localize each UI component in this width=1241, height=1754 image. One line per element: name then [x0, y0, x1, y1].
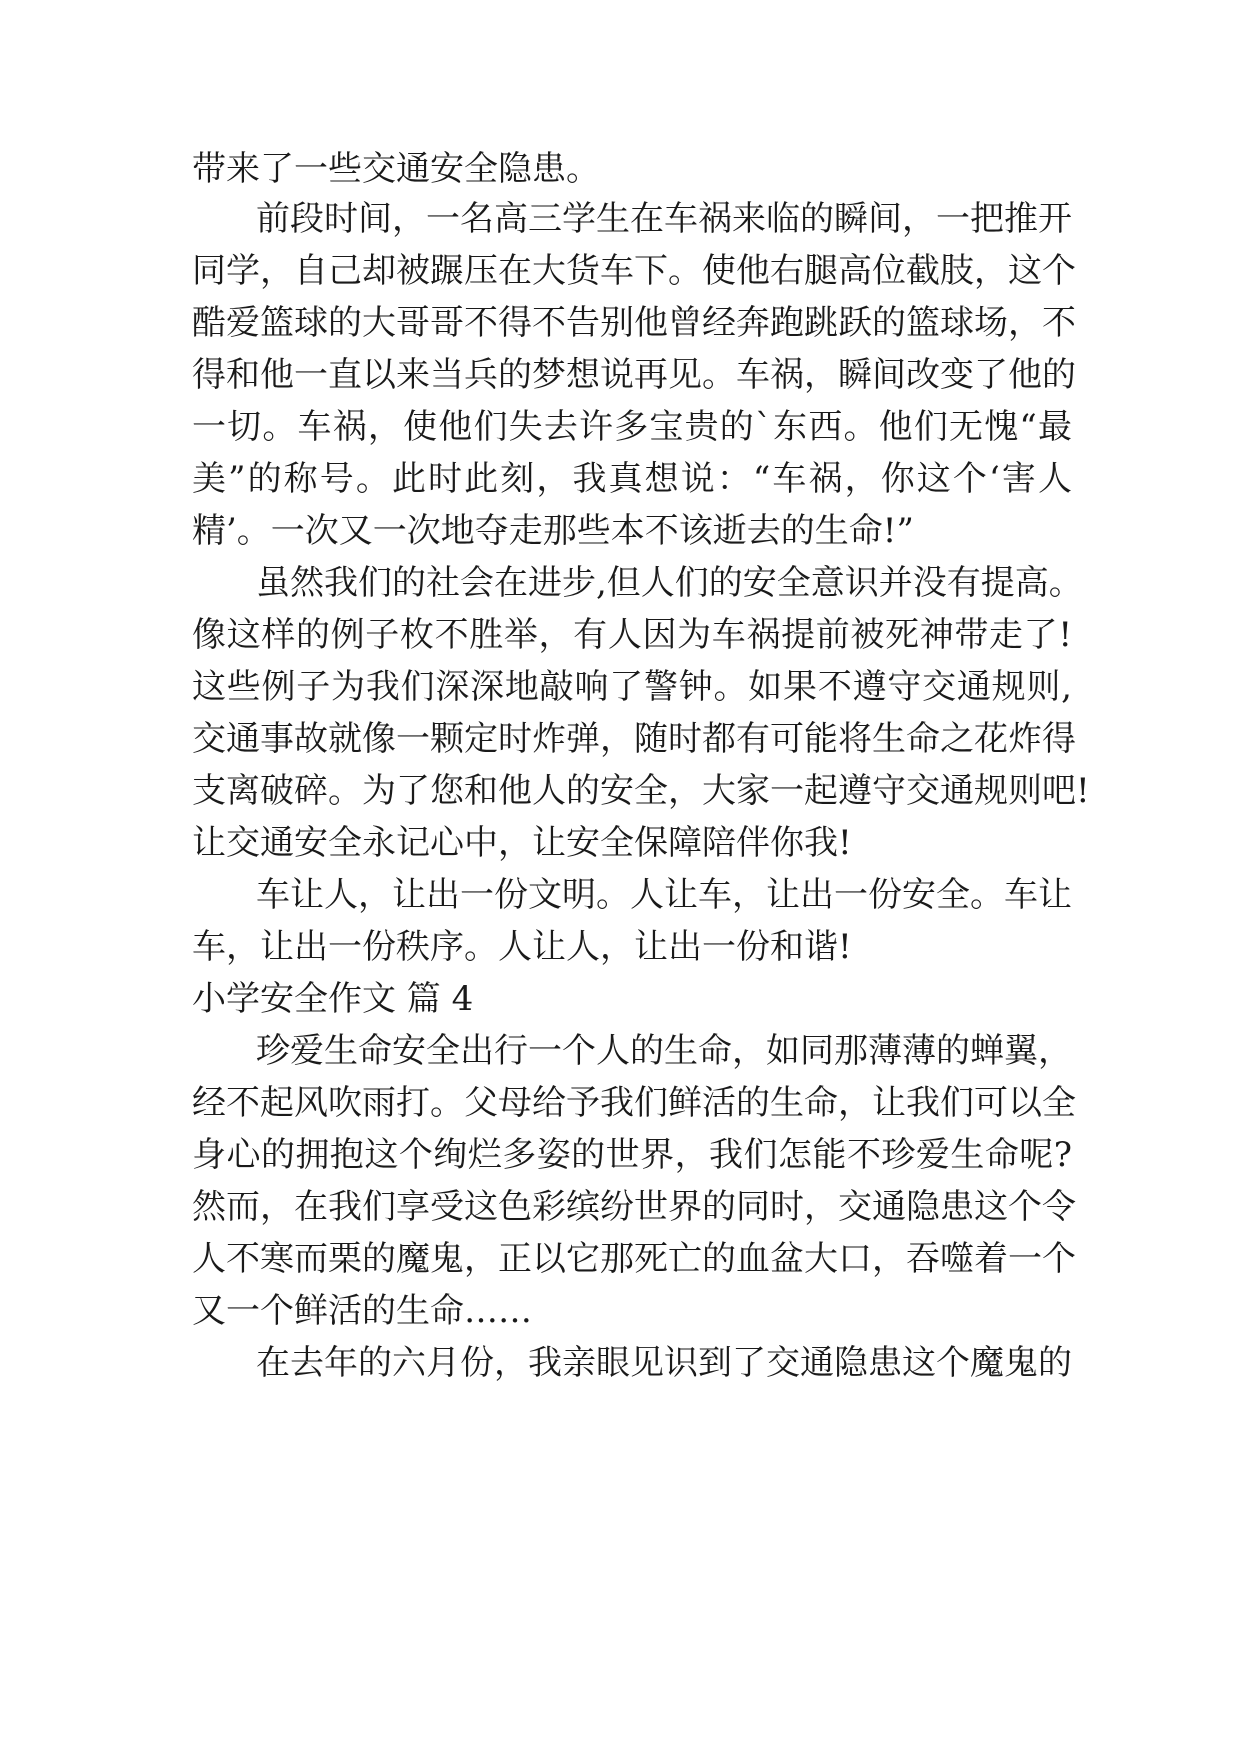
text-line: 像这样的例子枚不胜举，有人因为车祸提前被死神带走了!	[192, 615, 1072, 655]
text-line: 支离破碎。为了您和他人的安全，大家一起遵守交通规则吧!	[192, 771, 1090, 811]
paragraph-first-line: 车让人，让出一份文明。人让车，让出一份安全。车让	[256, 875, 1072, 915]
paragraph-first-line: 前段时间，一名高三学生在车祸来临的瞬间，一把推开	[256, 199, 1072, 239]
paragraph-first-line: 虽然我们的社会在进步,但人们的安全意识并没有提高。	[256, 563, 1083, 603]
text-line: 同学，自己却被蹍压在大货车下。使他右腿高位截肢，这个	[192, 251, 1076, 291]
text-line: 得和他一直以来当兵的梦想说再见。车祸，瞬间改变了他的	[192, 355, 1076, 395]
paragraph-first-line: 在去年的六月份，我亲眼见识到了交通隐患这个魔鬼的	[256, 1343, 1072, 1383]
section-heading: 小学安全作文 篇 4	[192, 979, 474, 1019]
text-line: 一切。车祸，使他们失去许多宝贵的`东西。他们无愧“最	[192, 407, 1072, 447]
text-line: 带来了一些交通安全隐患。	[192, 149, 600, 189]
text-line: 酷爱篮球的大哥哥不得不告别他曾经奔跑跳跃的篮球场，不	[192, 303, 1076, 343]
text-line: 这些例子为我们深深地敲响了警钟。如果不遵守交通规则,	[192, 667, 1072, 707]
text-line: 身心的拥抱这个绚烂多姿的世界，我们怎能不珍爱生命呢?	[192, 1135, 1072, 1175]
text-line: 又一个鲜活的生命……	[192, 1291, 532, 1331]
paragraph-first-line: 珍爱生命安全出行一个人的生命，如同那薄薄的蝉翼，	[256, 1031, 1072, 1071]
text-line: 人不寒而栗的魔鬼，正以它那死亡的血盆大口，吞噬着一个	[192, 1239, 1076, 1279]
text-line: 美”的称号。此时此刻，我真想说：“车祸，你这个‘害人	[192, 459, 1072, 499]
text-line: 让交通安全永记心中，让安全保障陪伴你我!	[192, 823, 852, 863]
text-line: 交通事故就像一颗定时炸弹，随时都有可能将生命之花炸得	[192, 719, 1076, 759]
text-line: 精’。一次又一次地夺走那些本不该逝去的生命!”	[192, 511, 914, 551]
text-line: 经不起风吹雨打。父母给予我们鲜活的生命，让我们可以全	[192, 1083, 1076, 1123]
text-line: 车，让出一份秩序。人让人，让出一份和谐!	[192, 927, 852, 967]
text-line: 然而，在我们享受这色彩缤纷世界的同时，交通隐患这个令	[192, 1187, 1076, 1227]
